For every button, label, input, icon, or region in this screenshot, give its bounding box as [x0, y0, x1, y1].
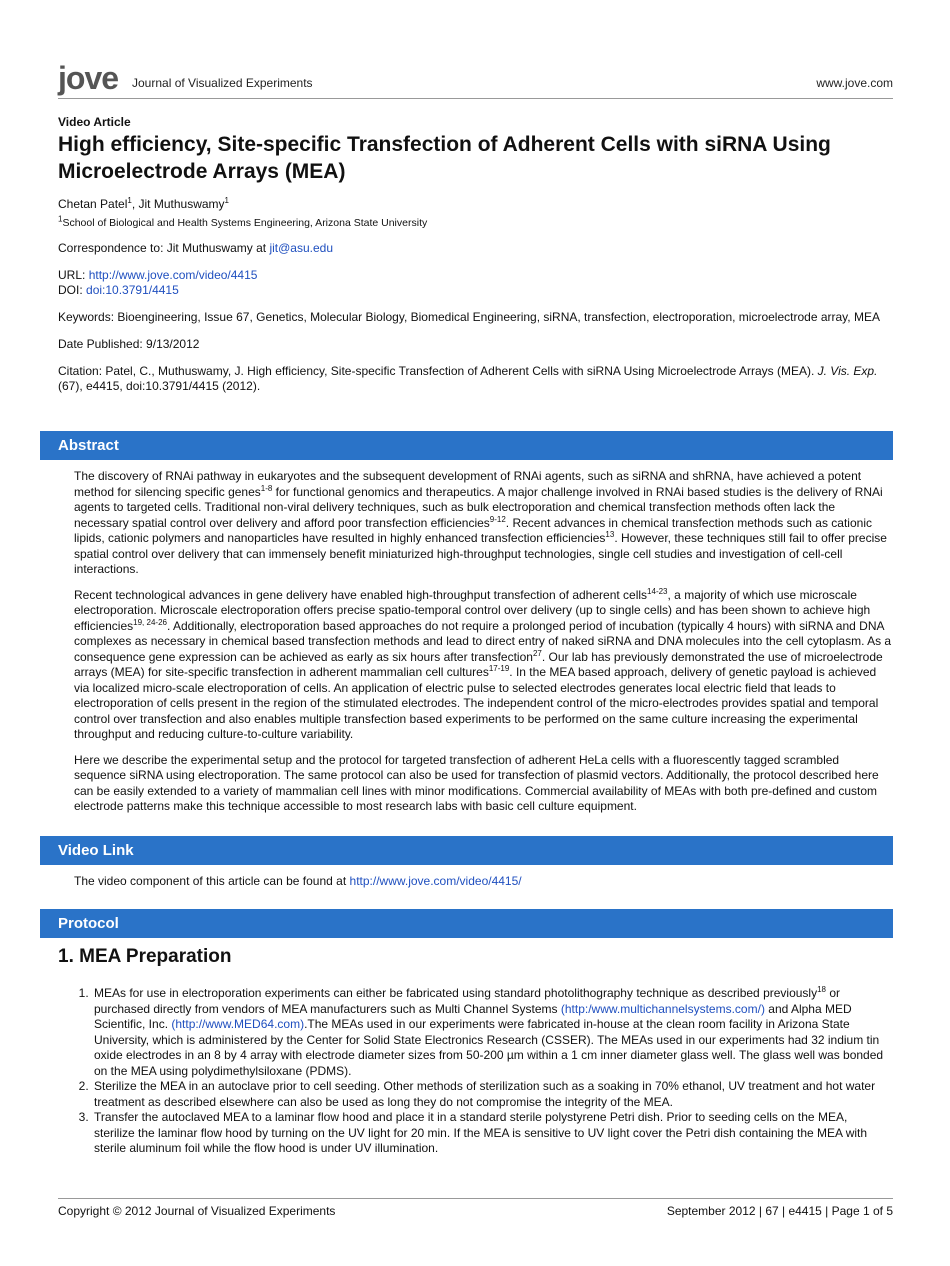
jove-logo[interactable]: jove [58, 60, 119, 96]
citation-text: Citation: Patel, C., Muthuswamy, J. High efficiency, Site-specific Transfection of Adherent Cells with siRNA Using Microelectrode Arrays (MEA). [58, 364, 818, 378]
author-name: Jit Muthuswamy [138, 197, 225, 211]
journal-name: Journal of Visualized Experiments [132, 76, 313, 90]
citation [58, 364, 888, 394]
abstract-paragraph: Recent technological advances in gene delivery have enabled high-throughput transfection of adherent cells$^{14-23}$, a majority of which use microscale electroporation. Microscale electroporation offers precise spatio-temporal control over delivery (up to single cells) and has been shown to achieve high efficiencies$^{19, 24-26}$. Additionally, electroporation based approaches do not require a prolonged period of incubation (typically 4 hours) with siRNA and DNA complexes as necessary in chemical based transfection methods and lead to direct entry of naked siRNA and DNA molecules into the cell cytoplasm. As a consequence gene expression can be achieved as early as six hours after transfection$^{27}$. Our lab has previously demonstrated the use of microelectrode arrays (MEA) for site-specific transfection in adherent mammalian cell cultures$^{17-19}$. In the MEA based approach, delivery of genetic payload is achieved via localized micro-scale electroporation of cells. An application of electric pulse to selected electrodes generates local electric field that leads to electroporation of cells present in the region of the stimulated electrodes. The independent control of the micro-electrodes provides spatial and temporal control over transfection and also enables multiple transfection based experiments to be performed on the same culture increasing the experimental throughput and reducing culture-to-culture variability. [74, 586, 892, 741]
correspondence-label: Correspondence to: Jit Muthuswamy at [58, 241, 270, 255]
protocol-step: 1. MEAs for use in electroporation experiments can either be fabricated using standard photolithography technique as described previously$^{18}$ or purchased directly from vendors of MEA manufacturers such as Multi Channel Systems (http:/www.multichannelsystems.com/) and Alpha MED Scientific, Inc. (http://www.MED64.com).The MEAs used in our experiments were fabricated in-house at the clean room facility in Arizona State University, which is administered by the Center for Solid State Electronics Research (CSSER). The MEAs used in our experiments had 32 indium tin oxide electrodes in an 8 by 4 array with electrode diameter sizes from 50-200 µm within a 1 cm inner diameter glass well. The glass well was bonded on the MEA using polydimethylsiloxane (PDMS). [92, 986, 888, 1079]
med64-link[interactable]: (http://www.MED64.com) [171, 1017, 305, 1031]
video-text: The video component of this article can be found at [74, 874, 350, 888]
url-doi [58, 268, 888, 298]
url-label: URL: [58, 268, 89, 282]
video-url-link[interactable]: http://www.jove.com/video/4415/ [349, 874, 522, 888]
affil-marker: 1 [58, 214, 63, 224]
video-link-header: Video Link [40, 836, 893, 865]
date-published: Date Published: 9/13/2012 [58, 337, 200, 351]
affil-marker: 1 [127, 196, 132, 205]
page-info: September 2012 | 67 | e4415 | Page 1 of 5 [666, 1204, 893, 1218]
affiliation-text: School of Biological and Health Systems Engineering, Arizona State University [62, 217, 428, 229]
citation-journal: J. Vis. Exp. [817, 364, 878, 378]
affil-marker: 1 [224, 196, 229, 205]
keywords: Keywords: Bioengineering, Issue 67, Genetics, Molecular Biology, Biomedical Engineering, siRNA, transfection, electroporation, microelectrode array, MEA [58, 310, 880, 324]
protocol-step: 3. Transfer the autoclaved MEA to a laminar flow hood and place it in a standard sterile polystyrene Petri dish. Prior to seeding cells on the MEA, sterilize the laminar flow hood by turning on the UV light for 20 min. If the MEA is sensitive to UV light cover the Petri dish containing the MEA with sterile aluminum foil while the flow hood is under UV illumination. [92, 1110, 888, 1157]
protocol-header: Protocol [40, 909, 893, 938]
abstract-header: Abstract [40, 431, 893, 460]
article-title: High efficiency, Site-specific Transfection of Adherent Cells with siRNA Using Microelectrode Arrays (MEA) [58, 133, 831, 183]
section-heading: 1. MEA Preparation [58, 946, 232, 967]
correspondence [58, 241, 888, 256]
doi-label: DOI: [58, 283, 87, 297]
front-matter [58, 115, 888, 394]
article-type: Video Article [58, 115, 131, 129]
citation-text: (67), e4415, doi:10.3791/4415 (2012). [58, 379, 261, 393]
page-header [58, 60, 893, 99]
author-name: Chetan Patel [58, 197, 128, 211]
protocol-steps [58, 986, 888, 1157]
video-link-body [74, 874, 892, 900]
protocol-step: 2. Sterilize the MEA in an autoclave prior to cell seeding. Other methods of sterilization such as a soaking in 70% ethanol, UV treatment and hot water treatment as described elsewhere can also be used as long they do not compromise the integrity of the MEA. [92, 1079, 888, 1110]
url-link[interactable]: http://www.jove.com/video/4415 [88, 268, 258, 282]
copyright: Copyright © 2012 Journal of Visualized Experiments [58, 1204, 336, 1218]
email-link[interactable]: jit@asu.edu [269, 241, 333, 255]
abstract-paragraph: The discovery of RNAi pathway in eukaryotes and the subsequent development of RNAi agents, such as siRNA and shRNA, have achieved a potent method for silencing specific genes$^{1-8}$ for functional genomics and therapeutics. A major challenge involved in RNAi based studies is the delivery of RNAi agents to targeted cells. Traditional non-viral delivery techniques, such as bulk electroporation and chemical transfection methods often lack the necessary spatial control over delivery and afford poor transfection efficiencies$^{9-12}$. Recent advances in chemical transfection methods such as cationic lipids, cationic polymers and nanoparticles have resulted in highly enhanced transfection efficiencies$^{13}$. However, these techniques still fail to offer precise spatial control over delivery that can immensely benefit miniaturized high-throughput technologies, single cell studies and investigation of cell-cell interactions. [74, 469, 887, 576]
mcs-link[interactable]: (http:/www.multichannelsystems.com/) [560, 1001, 765, 1016]
affiliation [58, 214, 888, 229]
page-footer [58, 1198, 893, 1218]
abstract-paragraph: Here we describe the experimental setup and the protocol for targeted transfection of adherent HeLa cells with a fluorescently tagged scrambled sequence siRNA using electroporation. The same protocol can also be used for transfection of plasmid vectors. Additionally, the protocol described here can be easily extended to a variety of mammalian cell lines with minor modifications. Commercial availability of MEAs with both pre-defined and custom electrode patterns make this technique accessible to most research labs with basic cell culture equipment. [74, 752, 879, 813]
authors: Chetan Patel$^1$, Jit Muthuswamy$^1$ [58, 196, 229, 211]
site-url[interactable]: www.jove.com [816, 76, 893, 90]
abstract-body [74, 469, 892, 825]
doi-link[interactable]: doi:10.3791/4415 [86, 283, 179, 297]
